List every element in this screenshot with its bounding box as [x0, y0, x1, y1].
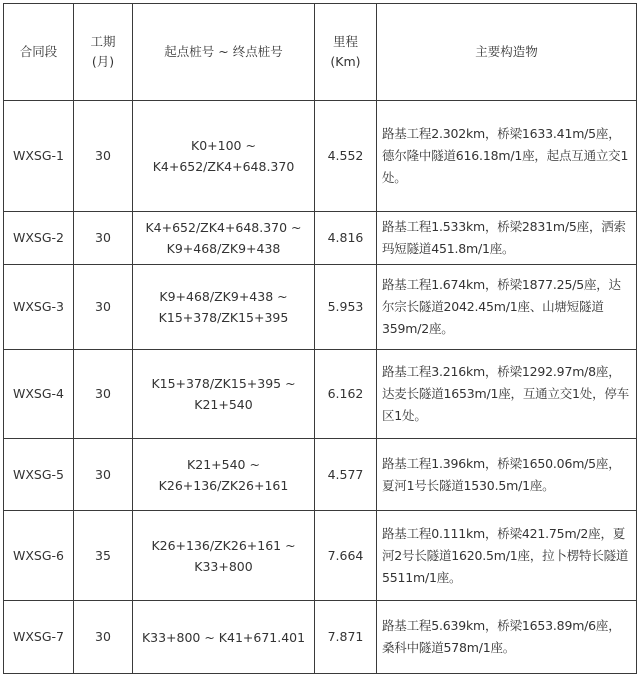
header-period — [74, 4, 133, 101]
header-row — [4, 4, 637, 101]
section-cell: WXSG-5 — [4, 439, 74, 511]
section-cell: WXSG-1 — [4, 101, 74, 212]
stake-end: K4+652/ZK4+648.370 — [152, 159, 295, 174]
header-mileage-unit: (Km) — [330, 54, 361, 69]
table-body — [4, 101, 637, 674]
stake-cell — [133, 350, 315, 439]
table-row — [4, 101, 637, 212]
header-period-unit: (月) — [91, 54, 115, 69]
stake-start: K4+652/ZK4+648.370 ~ — [145, 220, 302, 235]
section-cell: WXSG-7 — [4, 601, 74, 674]
stake-start: K0+100 ~ — [191, 138, 256, 153]
section-cell: WXSG-4 — [4, 350, 74, 439]
stake-end: K33+800 — [194, 558, 253, 574]
period-cell: 30 — [74, 101, 133, 212]
stake-start: K15+378/ZK15+395 ~ — [151, 376, 296, 391]
stake-cell — [133, 601, 315, 674]
structures-cell: 路基工程2.302km，桥梁1633.41m/5座，德尔隆中隧道616.18m/1座，起点互通立交1处。 — [377, 101, 637, 212]
mileage-cell: 6.162 — [315, 350, 377, 439]
stake-start: K21+540 ~ — [187, 456, 260, 472]
header-structures — [377, 4, 637, 101]
stake-end: K9+468/ZK9+438 — [166, 241, 281, 256]
stake-end: K21+540 — [194, 397, 253, 412]
period-cell: 30 — [74, 601, 133, 674]
stake-end: K15+378/ZK15+395 — [158, 310, 289, 325]
header-mileage-label: 里程 — [332, 34, 358, 49]
structures-cell: 路基工程1.533km，桥梁2831m/5座，洒索玛短隧道451.8m/1座。 — [377, 212, 637, 265]
stake-cell — [133, 101, 315, 212]
stake-cell — [133, 212, 315, 265]
table-row — [4, 350, 637, 439]
period-cell: 30 — [74, 350, 133, 439]
mileage-cell: 4.816 — [315, 212, 377, 265]
mileage-cell: 5.953 — [315, 265, 377, 350]
mileage-cell: 7.871 — [315, 601, 377, 674]
mileage-cell: 4.577 — [315, 439, 377, 511]
table-row — [4, 439, 637, 511]
header-section — [4, 4, 74, 101]
structures-cell: 路基工程3.216km，桥梁1292.97m/8座，达麦长隧道1653m/1座，互通立交1处，停车区1处。 — [377, 350, 637, 439]
stake-start: K9+468/ZK9+438 ~ — [159, 289, 288, 304]
mileage-cell: 4.552 — [315, 101, 377, 212]
stake-start: K26+136/ZK26+161 ~ — [151, 537, 296, 553]
section-cell: WXSG-6 — [4, 511, 74, 601]
table-row — [4, 601, 637, 674]
structures-cell: 路基工程5.639km，桥梁1653.89m/6座，桑科中隧道578m/1座。 — [377, 601, 637, 674]
section-cell: WXSG-2 — [4, 212, 74, 265]
period-cell: 30 — [74, 265, 133, 350]
period-cell: 30 — [74, 212, 133, 265]
stake-end: K26+136/ZK26+161 — [158, 477, 289, 493]
period-cell: 35 — [74, 511, 133, 601]
header-structures-label: 主要构造物 — [475, 44, 538, 59]
table-row — [4, 511, 637, 601]
header-section-label: 合同段 — [19, 44, 58, 59]
table-row — [4, 265, 637, 350]
section-cell: WXSG-3 — [4, 265, 74, 350]
structures-cell: 路基工程1.674km，桥梁1877.25/5座，达尔宗长隧道2042.45m/1座、山塘短隧道359m/2座。 — [377, 265, 637, 350]
stake-cell — [133, 439, 315, 511]
header-stake-label: 起点桩号 ~ 终点桩号 — [164, 44, 283, 59]
period-cell: 30 — [74, 439, 133, 511]
contract-sections-table — [3, 3, 637, 674]
header-stake — [133, 4, 315, 101]
header-period-label: 工期 — [90, 34, 116, 49]
stake-start: K33+800 ~ K41+671.401 — [141, 629, 306, 645]
table-row — [4, 212, 637, 265]
header-mileage — [315, 4, 377, 101]
table-header — [4, 4, 637, 101]
structures-cell: 路基工程1.396km，桥梁1650.06m/5座，夏河1号长隧道1530.5m/1座。 — [377, 439, 637, 511]
stake-cell — [133, 265, 315, 350]
stake-cell — [133, 511, 315, 601]
mileage-cell: 7.664 — [315, 511, 377, 601]
structures-cell: 路基工程0.111km，桥梁421.75m/2座，夏河2号长隧道1620.5m/1座，拉卜楞特长隧道5511m/1座。 — [377, 511, 637, 601]
